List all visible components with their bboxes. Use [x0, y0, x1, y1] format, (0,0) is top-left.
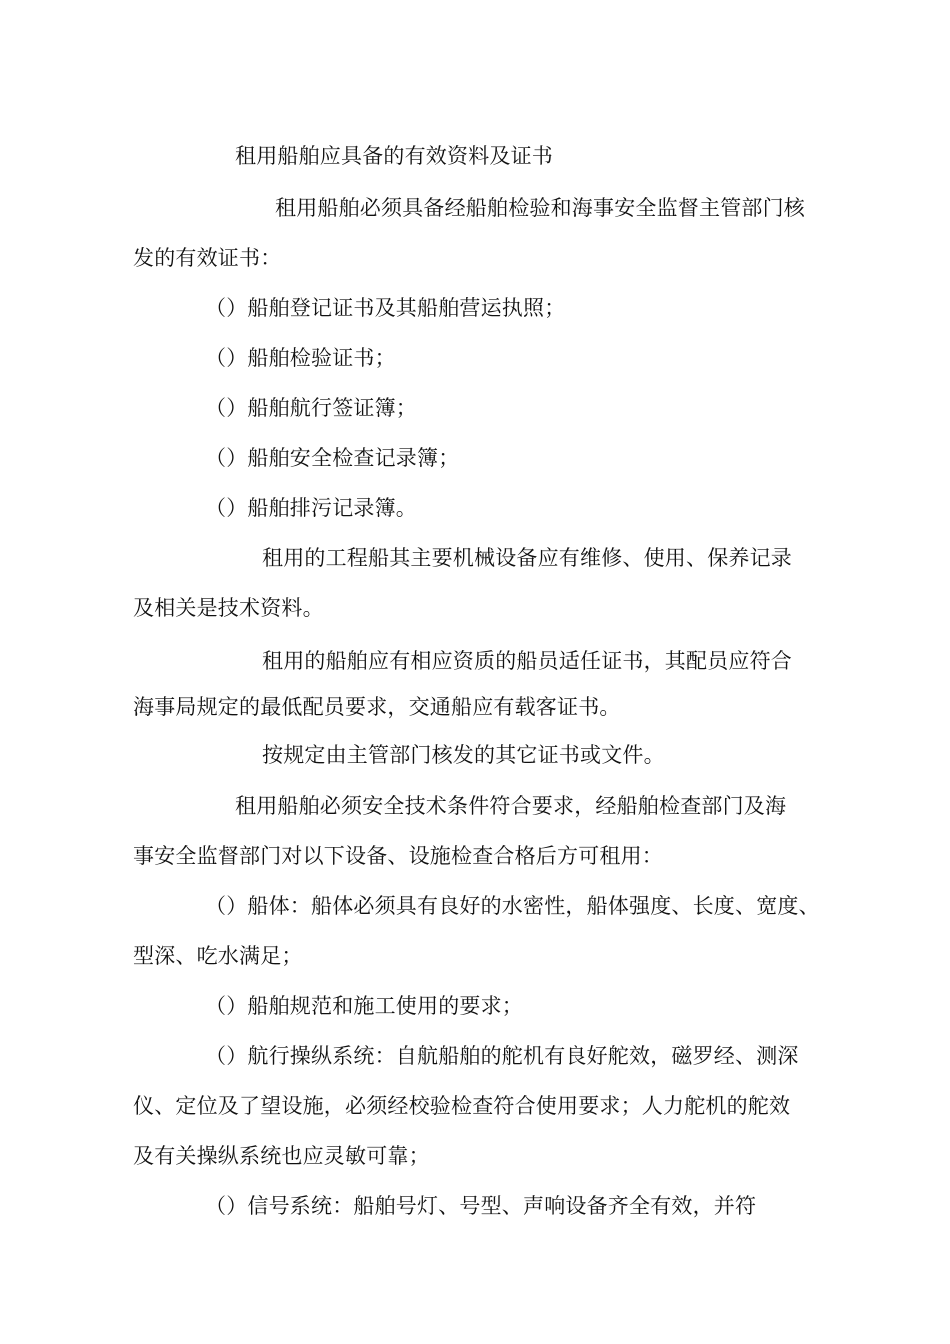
list-item: （）船舶排污记录簿。 [205, 496, 417, 520]
paragraph-line: 事安全监督部门对以下设备、设施检查合格后方可租用： [133, 844, 663, 868]
paragraph-line: 租用的工程船其主要机械设备应有维修、使用、保养记录 [262, 546, 792, 570]
list-item: （）船舶航行签证簿； [205, 396, 417, 420]
list-item: （）船体：船体必须具有良好的水密性，船体强度、长度、宽度、 [205, 894, 820, 918]
list-item-continuation: 及有关操纵系统也应灵敏可靠； [133, 1144, 430, 1168]
list-item: （）信号系统：船舶号灯、号型、声响设备齐全有效，并符 [205, 1194, 757, 1218]
list-item: （）船舶登记证书及其船舶营运执照； [205, 296, 566, 320]
paragraph-line: 及相关是技术资料。 [133, 596, 324, 620]
paragraph-line: 租用船舶必须安全技术条件符合要求，经船舶检查部门及海 [235, 794, 787, 818]
paragraph-line: 发的有效证书： [133, 246, 282, 270]
paragraph-line: 租用船舶必须具备经船舶检验和海事安全监督主管部门核 [275, 196, 805, 220]
list-item: （）航行操纵系统：自航船舶的舵机有良好舵效，磁罗经、测深 [205, 1044, 799, 1068]
paragraph-line: 海事局规定的最低配员要求，交通船应有载客证书。 [133, 695, 621, 719]
document-title: 租用船舶应具备的有效资料及证书 [235, 144, 553, 168]
list-item: （）船舶检验证书； [205, 346, 396, 370]
list-item-continuation: 型深、吃水满足； [133, 944, 303, 968]
list-item: （）船舶规范和施工使用的要求； [205, 994, 523, 1018]
paragraph-line: 租用的船舶应有相应资质的船员适任证书，其配员应符合 [262, 649, 792, 673]
list-item-continuation: 仪、定位及了望设施，必须经校验检查符合使用要求；人力舵机的舵效 [133, 1094, 791, 1118]
paragraph-line: 按规定由主管部门核发的其它证书或文件。 [262, 743, 665, 767]
list-item: （）船舶安全检查记录簿； [205, 446, 460, 470]
